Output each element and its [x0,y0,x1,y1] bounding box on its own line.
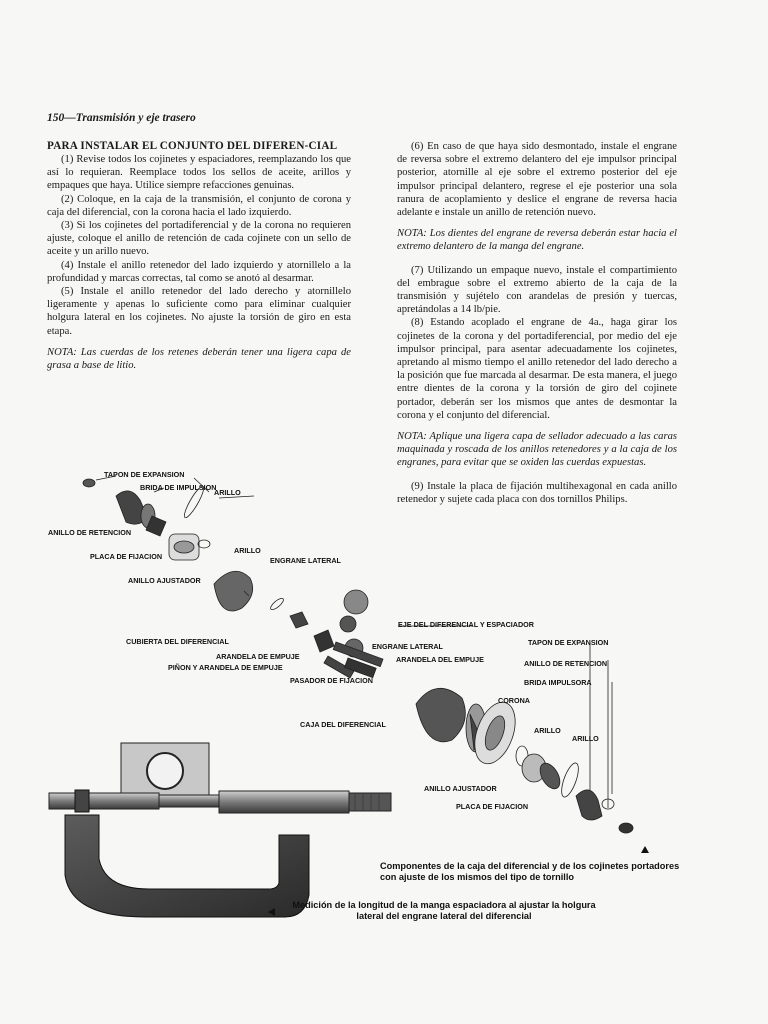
step-3: (3) Si los cojinetes del portadiferencial y de la corona no requieren ajuste, coloque el anillo de retención de cada cojinete con un sello de aceite y un arillo nuevo. [47,220,351,258]
label-arillo-r2: ARILLO [572,734,599,743]
right-column [397,140,677,506]
step-4: (4) Instale el anillo retenedor del lado izquierdo y atornillelo a la profundidad y marcas correctas, tal como se anotó al desarmar. [47,259,351,284]
left-column [47,140,351,372]
label-eje-diferencial: EJE DEL DIFERENCIAL Y ESPACIADOR [398,620,534,629]
label-arillo-1: ARILLO [214,488,241,497]
step-2: (2) Coloque, en la caja de la transmisión, el conjunto de corona y caja del diferencial, con la corona hacia el lado izquierdo. [47,193,351,218]
micrometer-drawing [45,735,415,920]
running-head: 150—Transmisión y eje trasero [47,112,196,124]
label-arandela-empuje-r: ARANDELA DEL EMPUJE [396,655,484,664]
note-reverse-gear: NOTA: Los dientes del engrane de reversa deberán estar hacia el extremo delantero de la manga del engrane. [397,228,677,253]
label-tapon-expansion: TAPON DE EXPANSION [104,470,185,479]
label-placa-fijacion: PLACA DE FIJACION [90,552,163,561]
step-7: (7) Utilizando un empaque nuevo, instale el compartimiento del embrague sobre el extremo abierto de la caja de la transmisión y sujételo con arandelas de presión y tuercas, apretándolas a 14 lb/pie. [397,264,677,316]
label-arillo-r1: ARILLO [534,726,561,735]
caption-arrow-up [641,846,649,853]
micrometer-photo [45,735,415,920]
label-engrane-lateral-r: ENGRANE LATERAL [372,642,443,651]
label-anillo-ajustador-r: ANILLO AJUSTADOR [424,784,497,793]
label-pasador-fijacion: PASADOR DE FIJACION [290,676,373,685]
label-brida-impulsion: BRIDA DE IMPULSION [140,483,217,492]
step-9: (9) Instale la placa de fijación multihexagonal en cada anillo retenedor y sujete cada placa con dos tornillos Philips. [397,480,677,505]
note-sealant: NOTA: Aplique una ligera capa de sellador adecuado a las caras maquinada y roscada de los anillos retenedores y a la caja de los engranes, para evitar que se oxiden las cuerdas expuestas. [397,431,677,469]
step-8: (8) Estando acoplado el engrane de 4a., haga girar los cojinetes de la corona y del portadiferencial, por medio del eje impulsor principal, para asentar adecuadamente los cojinetes, apretando al mismo tiempo el anillo retenedor del lado derecho a la posición que fue marcada al desarmar. De esta manera, el juego entre dientes de la corona y la torsión de giro del cojinete portador, deberán ser los mismos que antes de desmontar la corona y el conjunto del diferencial. [397,317,677,421]
step-5: (5) Instale el anillo retenedor del lado derecho y atornillelo ligeramente y apenas lo suficiente como para eliminar cualquier holgura lateral en los cojinetes. No ajuste la torsión de giro en esta etapa. [47,286,351,337]
step-6: (6) En caso de que haya sido desmontado, instale el engrane de reversa sobre el extremo delantero del eje impulsor principal posterior, atornille al eje sobre el extremo posterior del eje impulsor principal delantero, regrese el eje posterior una sola ranura de acoplamiento y deslice el engrane de reversa hacia adelante e instale un anillo de retención nuevo. [397,141,677,219]
caption-arrow-left [268,908,275,916]
caption-micrometer: Medición de la longitud de la manga espaciadora al ajustar la holgura lateral del engrane lateral del diferencial [292,900,596,921]
note-grease: NOTA: Las cuerdas de los retenes deberán tener una ligera capa de grasa a base de litio. [47,346,351,372]
label-anillo-retencion-r: ANILLO DE RETENCION [524,659,608,668]
label-brida-impulsora: BRIDA IMPULSORA [524,678,592,687]
label-tapon-expansion-r: TAPON DE EXPANSION [528,638,609,647]
label-anillo-retencion: ANILLO DE RETENCION [48,528,132,537]
label-cubierta-diferencial: CUBIERTA DEL DIFERENCIAL [126,637,229,646]
step-1: (1) Revise todos los cojinetes y espaciadores, reemplazando los que así lo requieran. Reemplace todos los sellos de aceite, arillos y empaques que haya. Utilice siempre refacciones genuinas. [47,154,351,192]
section-heading: PARA INSTALAR EL CONJUNTO DEL DIFEREN-CIAL [47,140,338,152]
label-arandela-empuje: ARANDELA DE EMPUJE [216,652,300,661]
label-pinon-arandela: PIÑON Y ARANDELA DE EMPUJE [168,663,283,672]
label-placa-fijacion-r: PLACA DE FIJACION [456,802,529,811]
caption-differential-components: Componentes de la caja del diferencial y de los cojinetes portadores con ajuste de los mismos del tipo de tornillo [380,861,680,882]
label-corona: CORONA [498,696,530,705]
label-caja-diferencial: CAJA DEL DIFERENCIAL [300,720,386,729]
label-engrane-lateral: ENGRANE LATERAL [270,556,341,565]
label-arillo-2: ARILLO [234,546,261,555]
label-anillo-ajustador: ANILLO AJUSTADOR [128,576,201,585]
